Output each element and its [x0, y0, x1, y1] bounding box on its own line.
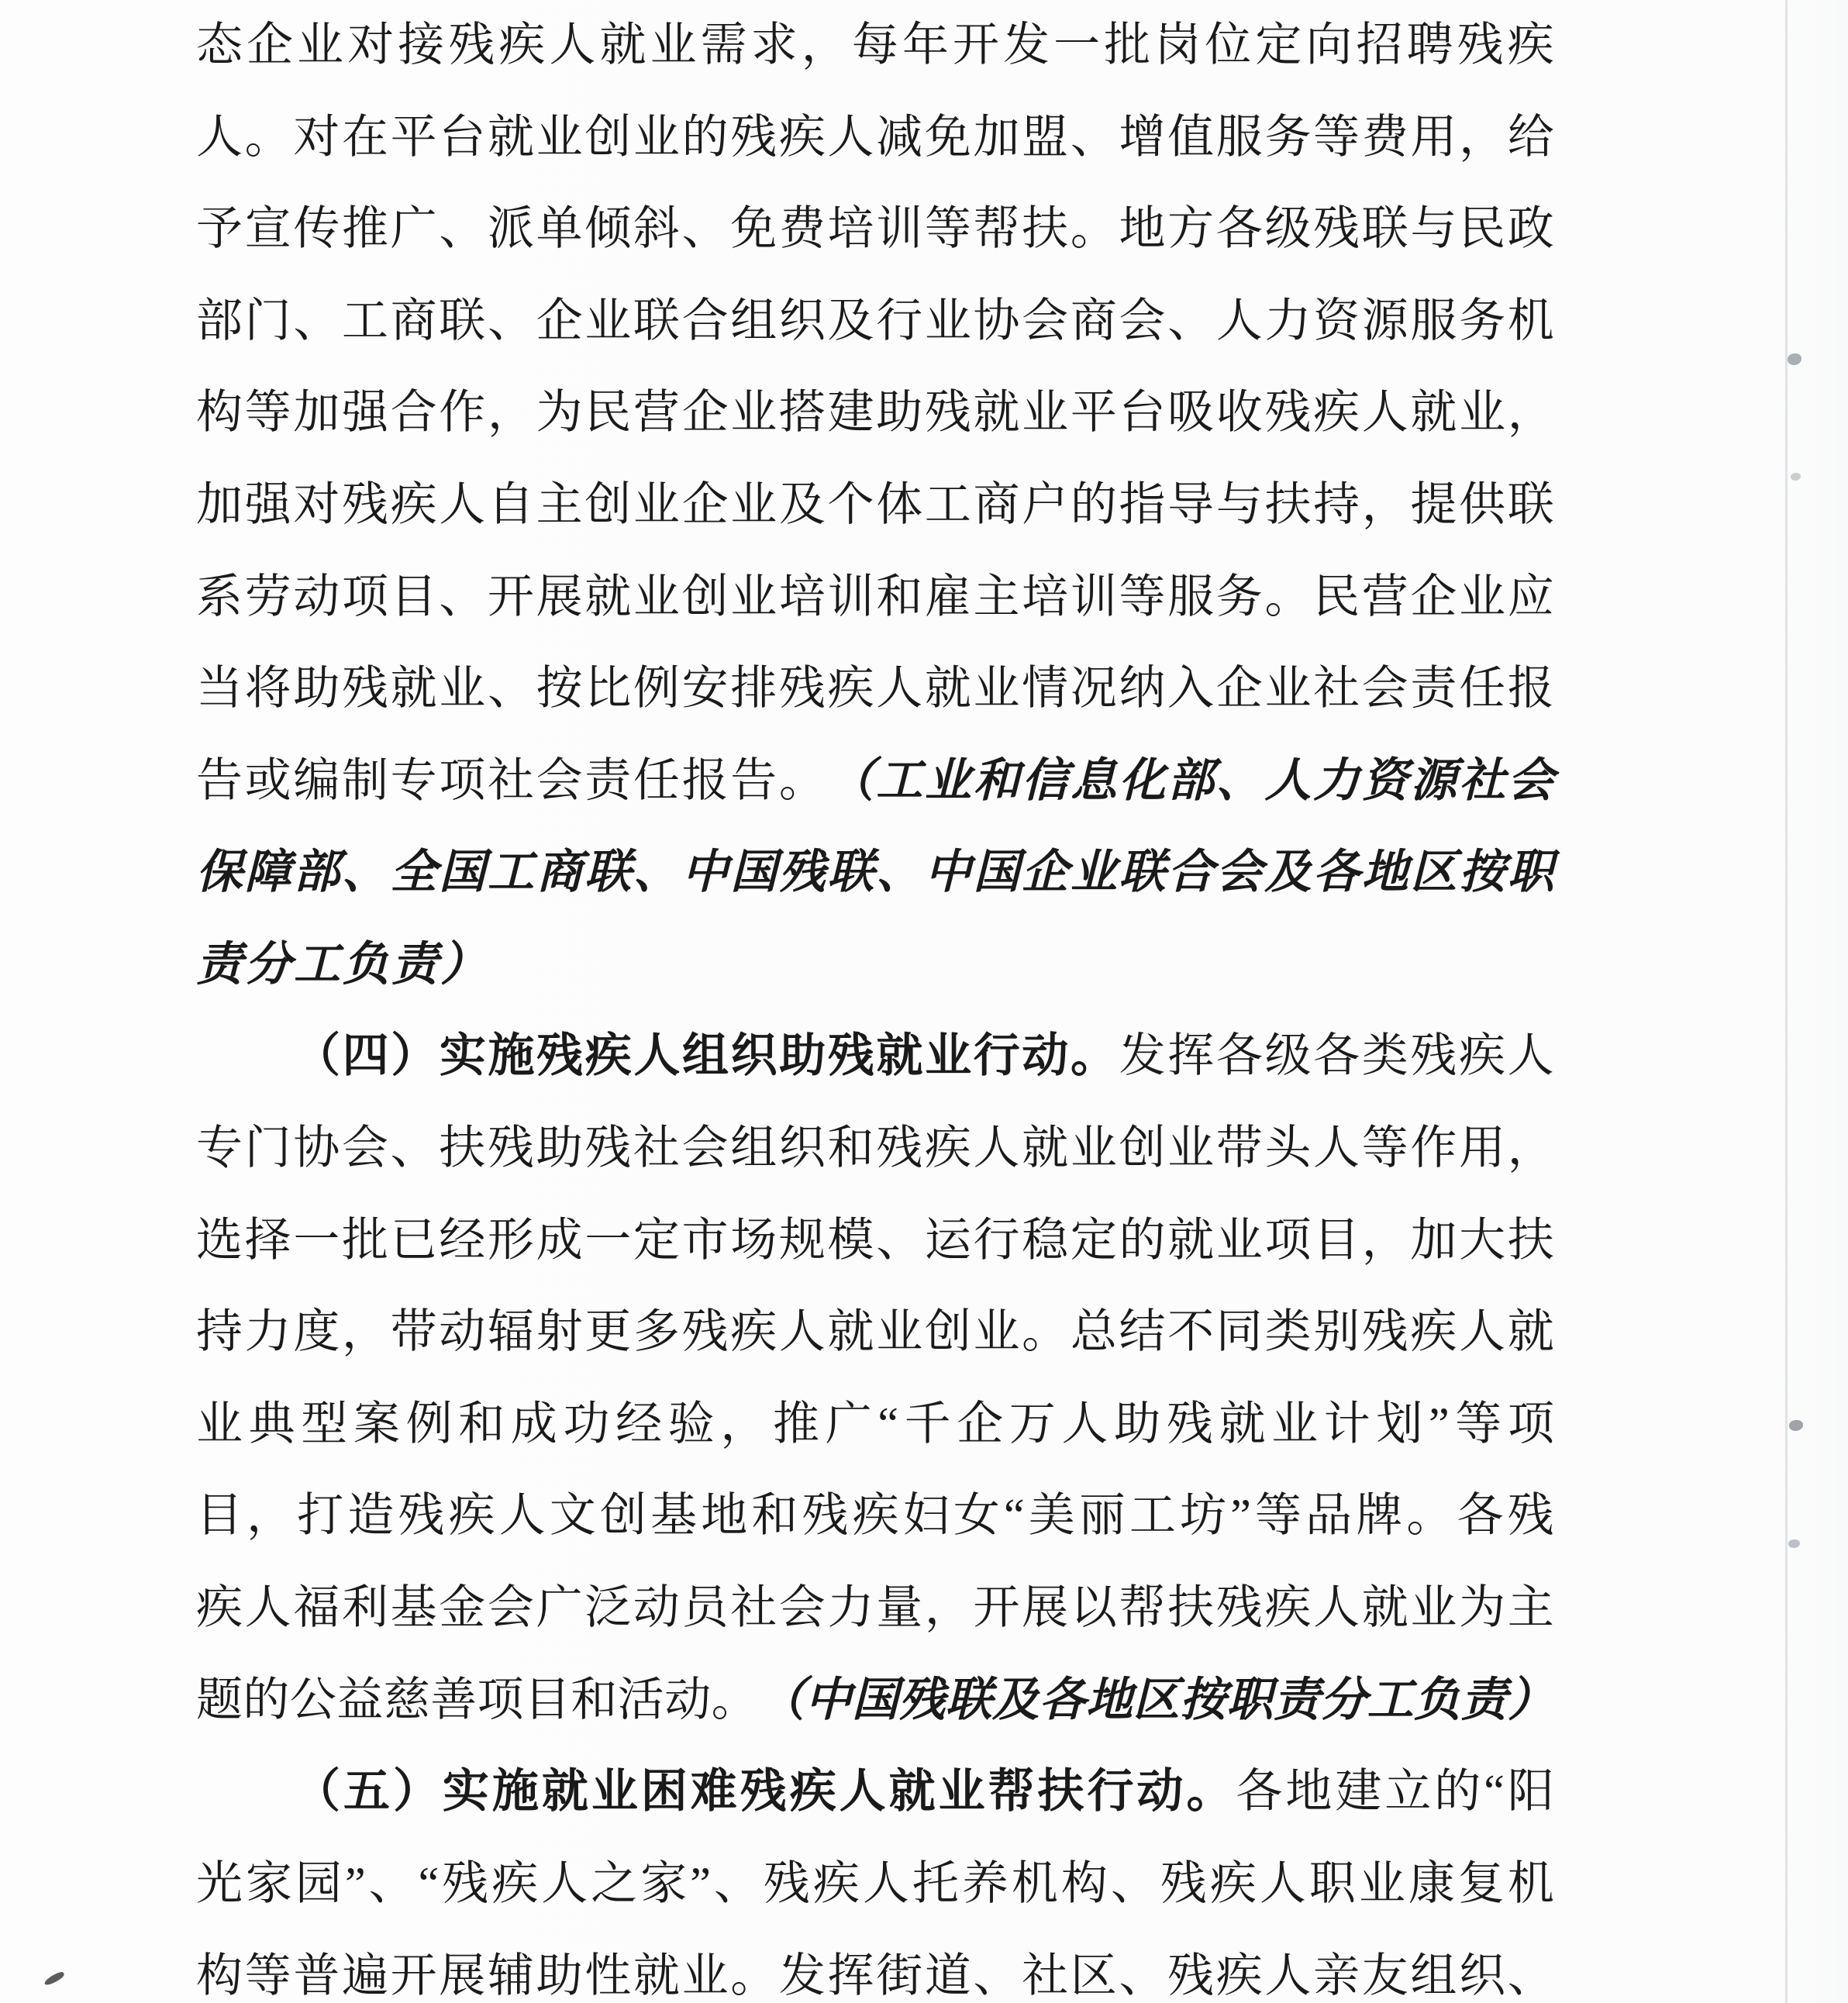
text-line-8: 当 将 助 残 就 业 、 按 比 例 安 排 残 疾 人 就 业 情 况 纳 入 企 业 社 会 责 任 报 [196, 663, 1554, 714]
scan-smudge-1 [1788, 353, 1801, 365]
text-line-15: 持 力 度 ， 带 动 辐 射 更 多 残 疾 人 就 业 创 业 。 总 结 不 同 类 别 残 疾 人 就 [196, 1306, 1554, 1357]
text-line-7: 系 劳 动 项 目 、 开 展 就 业 创 业 培 训 和 雇 主 培 训 等 服 务 。 民 营 企 业 应 [196, 571, 1554, 622]
text-line-18: 疾 人 福 利 基 金 会 广 泛 动 员 社 会 力 量 ， 开 展 以 帮 扶 残 疾 人 就 业 为 主 [196, 1582, 1554, 1633]
text-line-1: 态 企 业 对 接 残 疾 人 就 业 需 求 ， 每 年 开 发 一 批 岗 位 定 向 招 聘 残 疾 [196, 19, 1554, 71]
scan-smudge-3 [1789, 1420, 1803, 1431]
text-line-22: 构 等 普 遍 开 展 辅 助 性 就 业 。 发 挥 街 道 、 社 区 、 残 疾 人 亲 友 组 织 、 [196, 1950, 1554, 2001]
text-line-5: 构 等 加 强 合 作 ， 为 民 营 企 业 搭 建 助 残 就 业 平 台 吸 收 残 疾 人 就 业 ， [196, 387, 1554, 438]
text-line-13: 专 门 协 会 、 扶 残 助 残 社 会 组 织 和 残 疾 人 就 业 创 业 带 头 人 等 作 用 ， [196, 1122, 1554, 1174]
text-line-12: （ 四 ） 实 施 残 疾 人 组 织 助 残 就 业 行 动 。 发 挥 各 级 各 类 残 疾 人 [294, 1030, 1554, 1081]
text-line-3: 予 宣 传 推 广 、 派 单 倾 斜 、 免 费 培 训 等 帮 扶 。 地 方 各 级 残 联 与 民 政 [196, 203, 1554, 254]
text-line-4: 部 门 、 工 商 联 、 企 业 联 合 组 织 及 行 业 协 会 商 会 、 人 力 资 源 服 务 机 [196, 295, 1554, 346]
scan-smudge-4 [1788, 1539, 1800, 1548]
scan-edge-line [1785, 0, 1788, 2003]
scan-smudge-2 [1791, 473, 1801, 481]
scan-pen-mark [43, 1970, 66, 1987]
text-line-14: 选 择 一 批 已 经 形 成 一 定 市 场 规 模 、 运 行 稳 定 的 就 业 项 目 ， 加 大 扶 [196, 1215, 1554, 1266]
text-line-17: 目 ， 打 造 残 疾 人 文 创 基 地 和 残 疾 妇 女 “ 美 丽 工 坊 ” 等 品 牌 。 各 残 [196, 1490, 1554, 1541]
text-line-19: 题 的 公 益 慈 善 项 目 和 活 动 。 （ 中 国 残 联 及 各 地 区 按 职 责 分 工 负 责 ） [196, 1674, 1554, 1725]
text-line-6: 加 强 对 残 疾 人 自 主 创 业 企 业 及 个 体 工 商 户 的 指 导 与 扶 持 ， 提 供 联 [196, 479, 1554, 530]
text-line-2: 人 。 对 在 平 台 就 业 创 业 的 残 疾 人 减 免 加 盟 、 增 值 服 务 等 费 用 ， 给 [196, 112, 1554, 163]
text-line-9: 告 或 编 制 专 项 社 会 责 任 报 告 。 （ 工 业 和 信 息 化 部 、 人 力 资 源 社 会 [196, 755, 1554, 806]
text-line-11: 责 分 工 负 责 ） [196, 939, 489, 990]
text-line-16: 业 典 型 案 例 和 成 功 经 验 ， 推 广 “ 千 企 万 人 助 残 就 业 计 划 ” 等 项 [196, 1398, 1554, 1450]
text-line-20: （ 五 ） 实 施 就 业 困 难 残 疾 人 就 业 帮 扶 行 动 。 各 地 建 立 的 “ 阳 [294, 1766, 1554, 1817]
text-line-21: 光 家 园 ” 、 “ 残 疾 人 之 家 ” 、 残 疾 人 托 养 机 构 、 残 疾 人 职 业 康 复 机 [196, 1858, 1554, 1909]
text-line-10: 保 障 部 、 全 国 工 商 联 、 中 国 残 联 、 中 国 企 业 联 合 会 及 各 地 区 按 职 [196, 846, 1554, 898]
